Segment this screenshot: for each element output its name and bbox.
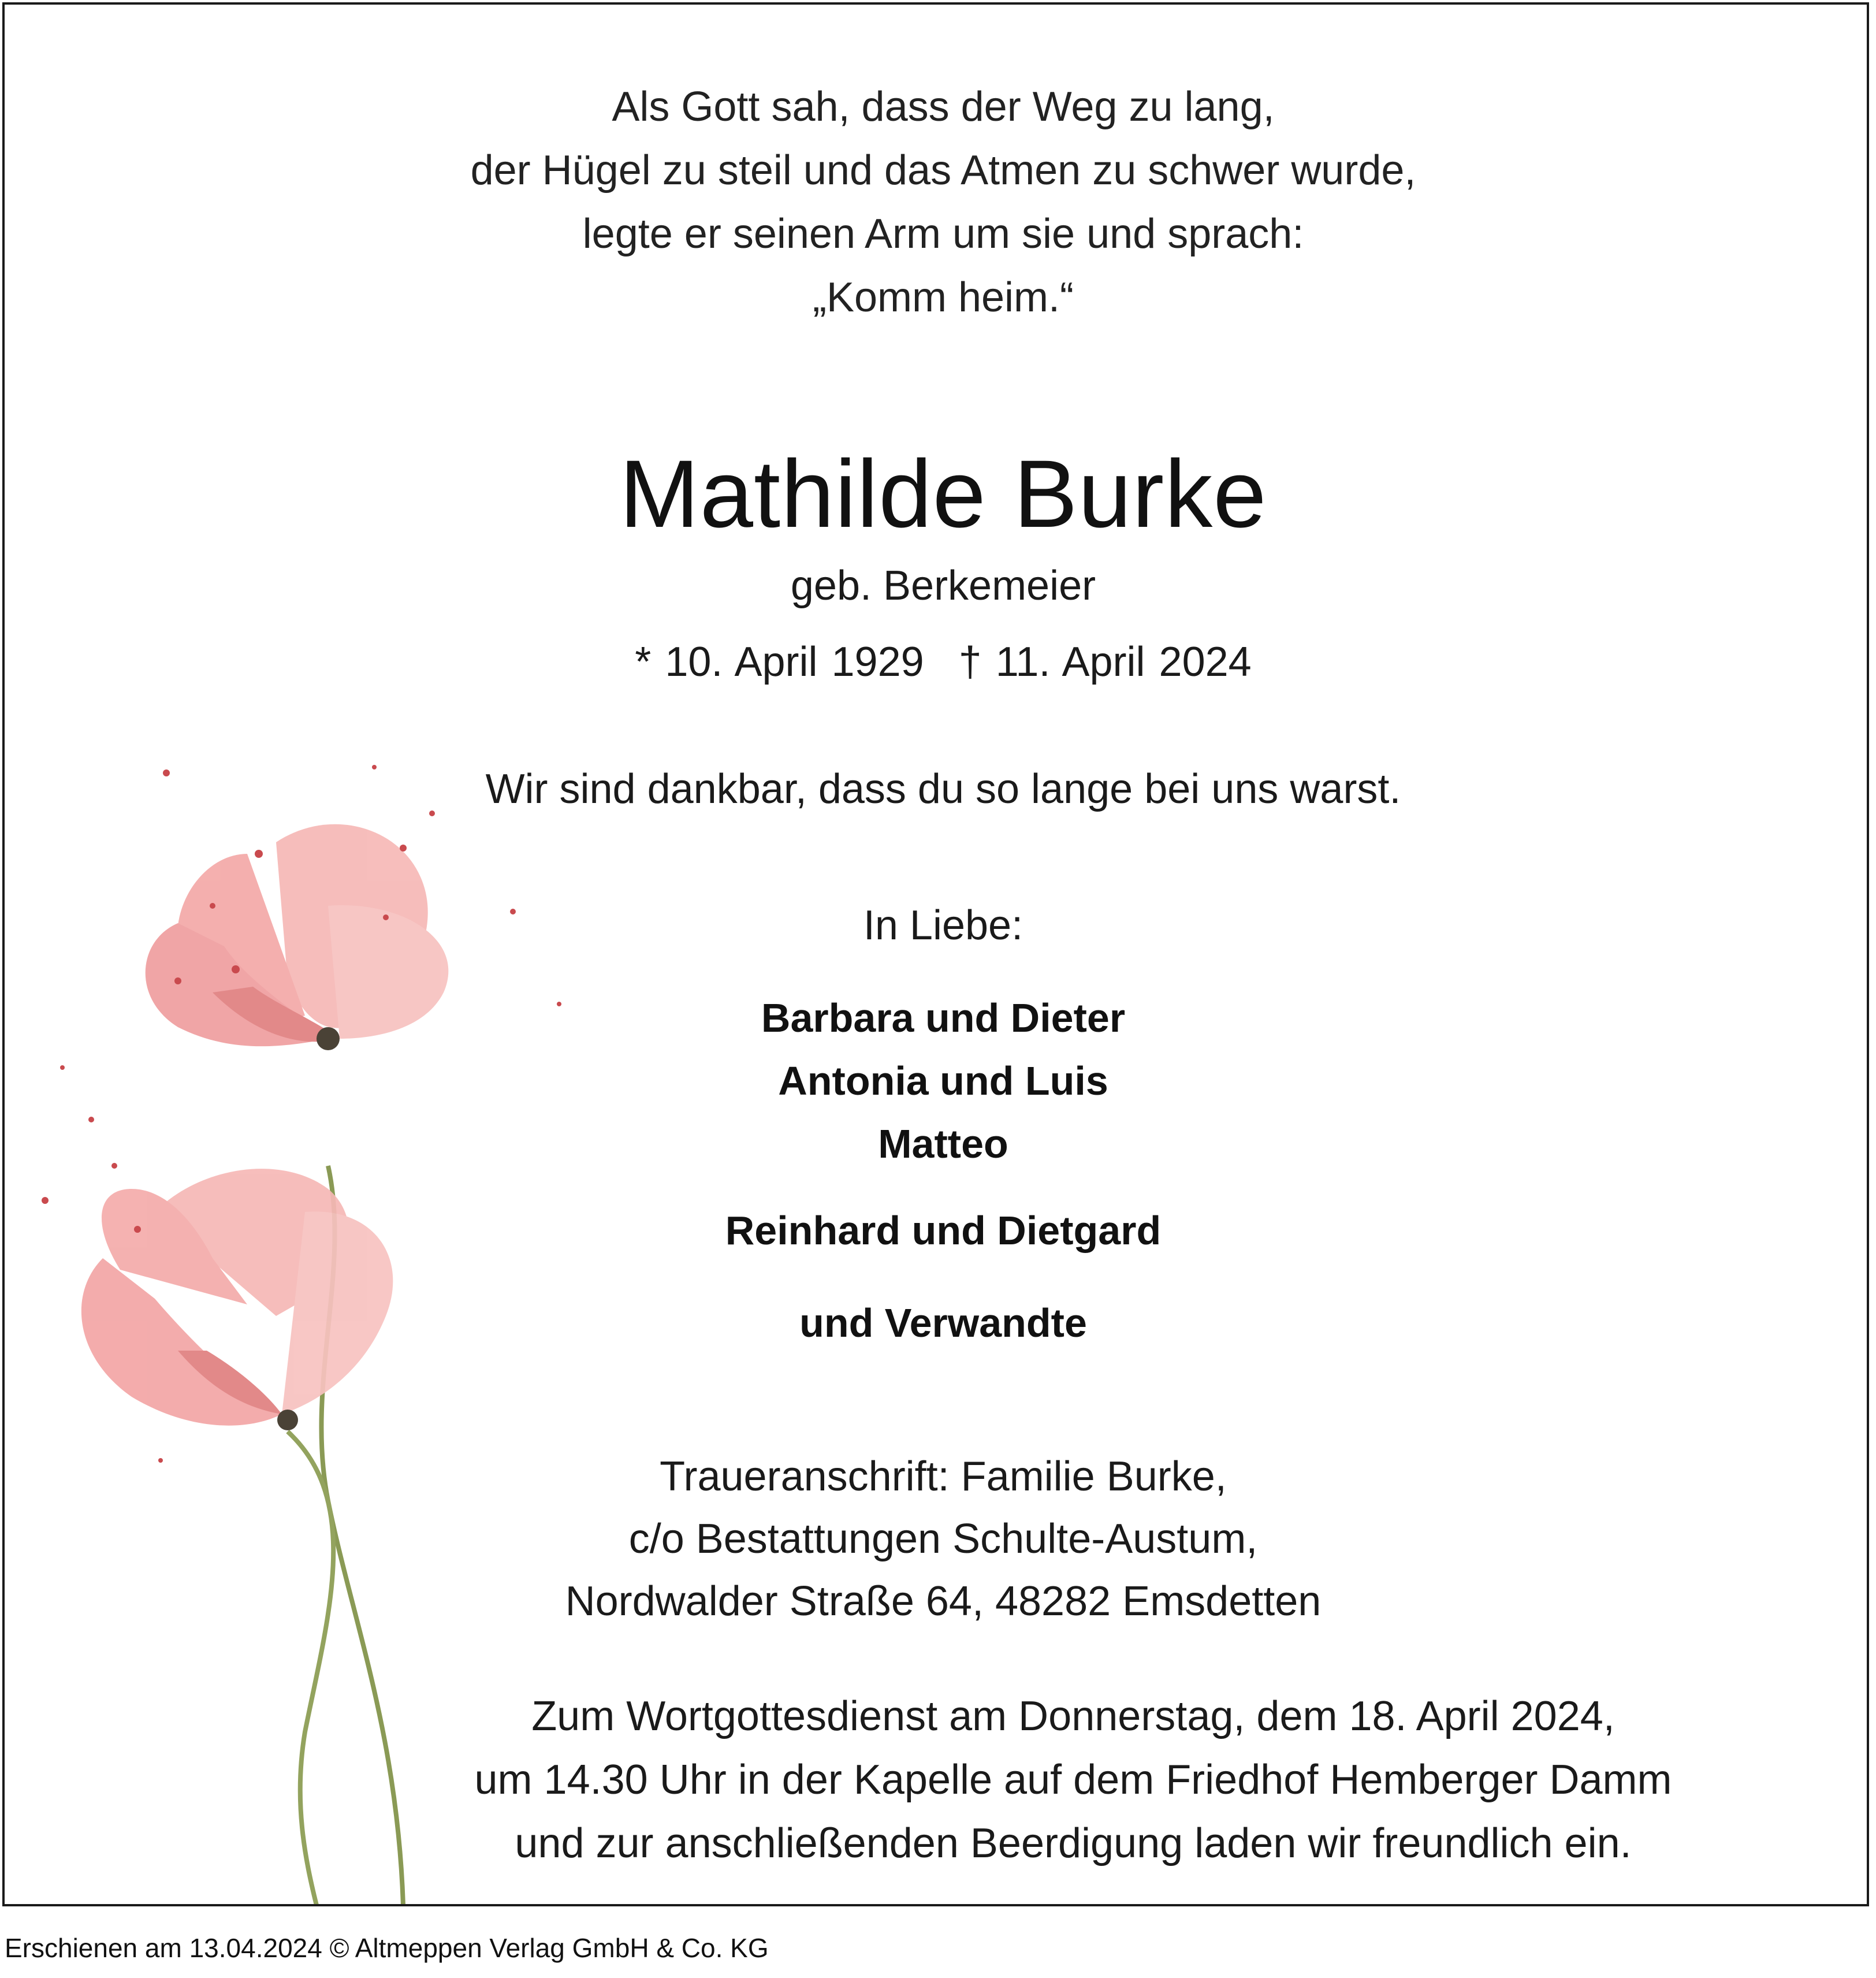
poppy-stem <box>288 1432 333 1905</box>
service-invitation <box>409 1685 1737 1875</box>
mourning-address <box>363 1445 1524 1633</box>
address-line: Nordwalder Straße 64, 48282 Emsdetten <box>565 1578 1322 1624</box>
service-line: und zur anschließenden Beerdigung laden wir freundlich ein. <box>515 1820 1632 1867</box>
birth-date: * 10. April 1929 <box>635 639 924 685</box>
thanks-line: Wir sind dankbar, dass du so lange bei uns warst. <box>485 766 1401 812</box>
mourners-list <box>363 987 1524 1176</box>
obituary-frame <box>2 2 1869 1906</box>
mourner: Barbara und Dieter <box>761 995 1126 1040</box>
poem-line: Als Gott sah, dass der Weg zu lang, <box>612 84 1275 130</box>
death-date: † 11. April 2024 <box>958 639 1252 685</box>
mourner: Matteo <box>878 1121 1008 1166</box>
lower-poppy-flower <box>81 1169 393 1430</box>
poem-line: legte er seinen Arm um sie und sprach: <box>582 211 1304 257</box>
publication-footer: Erschienen am 13.04.2024 © Altmeppen Verlag GmbH & Co. KG <box>5 1933 769 1963</box>
relatives-line: und Verwandte <box>799 1300 1087 1345</box>
deceased-name: Mathilde Burke <box>619 441 1267 548</box>
poem-line: „Komm heim.“ <box>812 274 1074 321</box>
mourner: Antonia und Luis <box>778 1058 1108 1103</box>
poem-line: der Hügel zu steil und das Atmen zu schwer wurde, <box>470 147 1416 194</box>
address-line: c/o Bestattungen Schulte-Austum, <box>628 1516 1258 1562</box>
service-line: Zum Wortgottesdienst am Donnerstag, dem 18. April 2024, <box>531 1693 1615 1739</box>
maiden-name: geb. Berkemeier <box>790 563 1096 609</box>
poem <box>363 75 1524 329</box>
life-dates <box>363 633 1524 691</box>
address-line: Traueranschrift: Familie Burke, <box>660 1453 1227 1500</box>
service-line: um 14.30 Uhr in der Kapelle auf dem Friedhof Hemberger Damm <box>474 1757 1672 1803</box>
mourner: Reinhard und Dietgard <box>725 1208 1162 1253</box>
in-love-label: In Liebe: <box>863 902 1023 949</box>
